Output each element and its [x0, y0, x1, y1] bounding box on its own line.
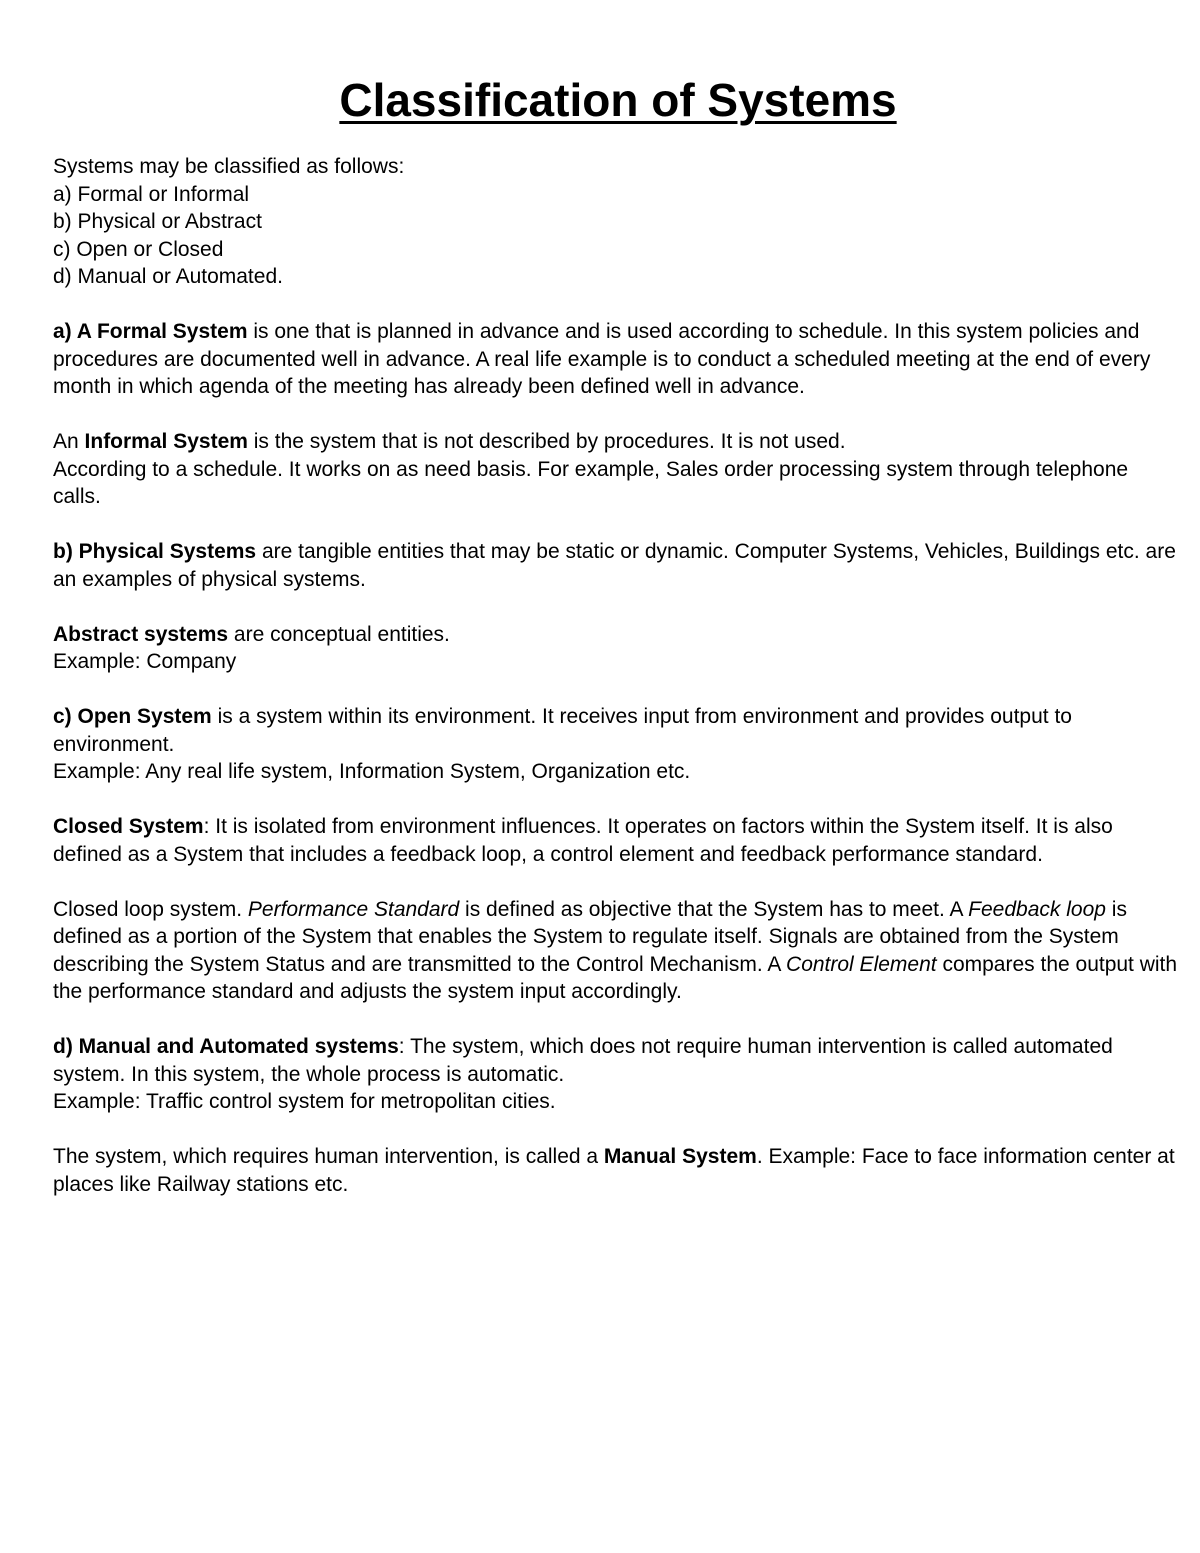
closed-loop-text-1: Closed loop system. [53, 897, 248, 921]
closed-system-term: Closed System [53, 815, 204, 838]
page-title: Classification of Systems [339, 74, 897, 126]
intro-item-open-closed: c) Open or Closed [53, 237, 224, 261]
abstract-systems-text: are conceptual entities. [228, 622, 450, 646]
formal-system-term: a) A Formal System [53, 320, 248, 343]
intro-item-manual-automated: d) Manual or Automated. [53, 265, 283, 288]
intro-section [53, 153, 1178, 291]
intro-item-physical-abstract: b) Physical or Abstract [53, 210, 262, 233]
closed-system-paragraph [53, 813, 1178, 868]
closed-loop-text-4: compares the output with the performance standard and adjusts the system input accordingly. [53, 952, 1178, 1003]
abstract-systems-term: Abstract systems [53, 622, 229, 646]
manual-system-text-2: . Example: Face to face information center at places like Railway stations etc. [53, 1145, 1175, 1196]
open-system-paragraph [53, 703, 1178, 786]
informal-system-text: is the system that is not described by procedures. It is not used. [247, 430, 846, 453]
open-system-term: c) Open System [53, 705, 212, 728]
abstract-systems-example: Example: Company [53, 650, 237, 673]
physical-systems-text: are tangible entities that may be static or dynamic. Computer Systems, Vehicles, Buildings etc. are an examples of physical systems. [53, 540, 1176, 591]
physical-systems-term: b) Physical Systems [53, 540, 257, 563]
automated-systems-text: : The system, which does not require human intervention is called automated system. In this system, the whole process is automatic. [53, 1035, 1113, 1086]
abstract-systems-paragraph [53, 621, 1178, 676]
closed-loop-text-2: is defined as objective that the System has to meet. A [459, 897, 969, 921]
manual-system-term: Manual System [603, 1145, 757, 1168]
intro-lead: Systems may be classified as follows: [53, 155, 405, 178]
open-system-example: Example: Any real life system, Information System, Organization etc. [53, 760, 691, 783]
informal-prefix: An [53, 430, 85, 453]
manual-system-paragraph [53, 1143, 1178, 1198]
closed-system-text: : It is isolated from environment influences. It operates on factors within the System itself. It is also defined as a System that includes a feedback loop, a control element and feedback performance standard. [53, 815, 1113, 866]
document-body [53, 153, 1178, 1226]
closed-loop-paragraph [53, 896, 1178, 1006]
closed-loop-text-3: is defined as a portion of the System that enables the System to regulate itself. Signals are obtained from the System describing the System Status and are transmitted to the Control Mechanism. A [53, 897, 1127, 976]
intro-item-formal-informal: a) Formal or Informal [53, 182, 250, 206]
informal-system-term: Informal System [84, 430, 248, 453]
formal-system-text: is one that is planned in advance and is used according to schedule. In this system policies and procedures are documented well in advance. A real life example is to conduct a scheduled meeting at the end of every month in which agenda of the meeting has already been defined well in advance. [53, 320, 1151, 398]
performance-standard-term: Performance Standard [247, 897, 460, 921]
formal-system-paragraph [53, 318, 1178, 401]
open-system-text: is a system within its environment. It receives input from environment and provides output to environment. [53, 705, 1072, 756]
informal-system-paragraph [53, 428, 1178, 511]
automated-systems-paragraph [53, 1033, 1178, 1116]
informal-system-text-line2: According to a schedule. It works on as need basis. For example, Sales order processing system through telephone calls. [53, 457, 1129, 508]
control-element-term: Control Element [786, 952, 937, 976]
manual-system-text-1: The system, which requires human intervention, is called a [53, 1145, 604, 1168]
automated-systems-example: Example: Traffic control system for metropolitan cities. [53, 1090, 556, 1113]
physical-systems-paragraph [53, 538, 1178, 593]
automated-systems-term: d) Manual and Automated systems [53, 1035, 399, 1058]
feedback-loop-term: Feedback loop [968, 897, 1106, 921]
